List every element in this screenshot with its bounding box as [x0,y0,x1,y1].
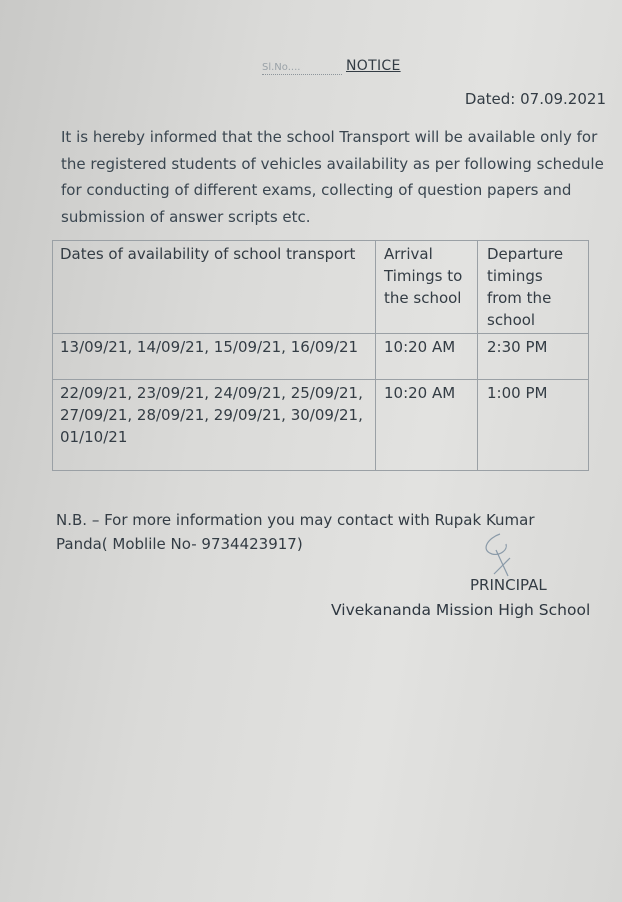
row-dates: 22/09/21, 23/09/21, 24/09/21, 25/09/21, 27/09/21, 28/09/21, 29/09/21, 30/09/21, 01/10/21 [53,380,376,471]
school-name: Vivekananda Mission High School [331,601,591,619]
header-arrival: Arrival Timings to the school [376,241,478,334]
table-row [53,334,589,380]
header-departure: Departure timings from the school [478,241,589,334]
header-dates: Dates of availability of school transport [53,241,376,334]
principal-signature [470,528,530,578]
signatory-title: PRINCIPAL [470,576,547,594]
row-departure: 1:00 PM [478,380,589,471]
table-row [53,380,589,471]
notice-title: NOTICE [346,58,401,74]
notice-date: Dated: 07.09.2021 [464,90,606,108]
table-header-row [53,241,589,334]
row-departure: 2:30 PM [478,334,589,380]
row-arrival: 10:20 AM [376,334,478,380]
notice-body: It is hereby informed that the school Transport will be available only for the registered students of vehicles availability as per following schedule for conducting of different exams, collecting of question papers and submission of answer scripts etc. [61,128,604,226]
transport-schedule-table [52,240,589,471]
row-arrival: 10:20 AM [376,380,478,471]
reference-number: Sl.No.... [262,61,342,75]
contact-note: N.B. – For more information you may contact with Rupak Kumar Panda( Moblile No- 9734423917) [56,511,535,553]
row-dates: 13/09/21, 14/09/21, 15/09/21, 16/09/21 [53,334,376,380]
